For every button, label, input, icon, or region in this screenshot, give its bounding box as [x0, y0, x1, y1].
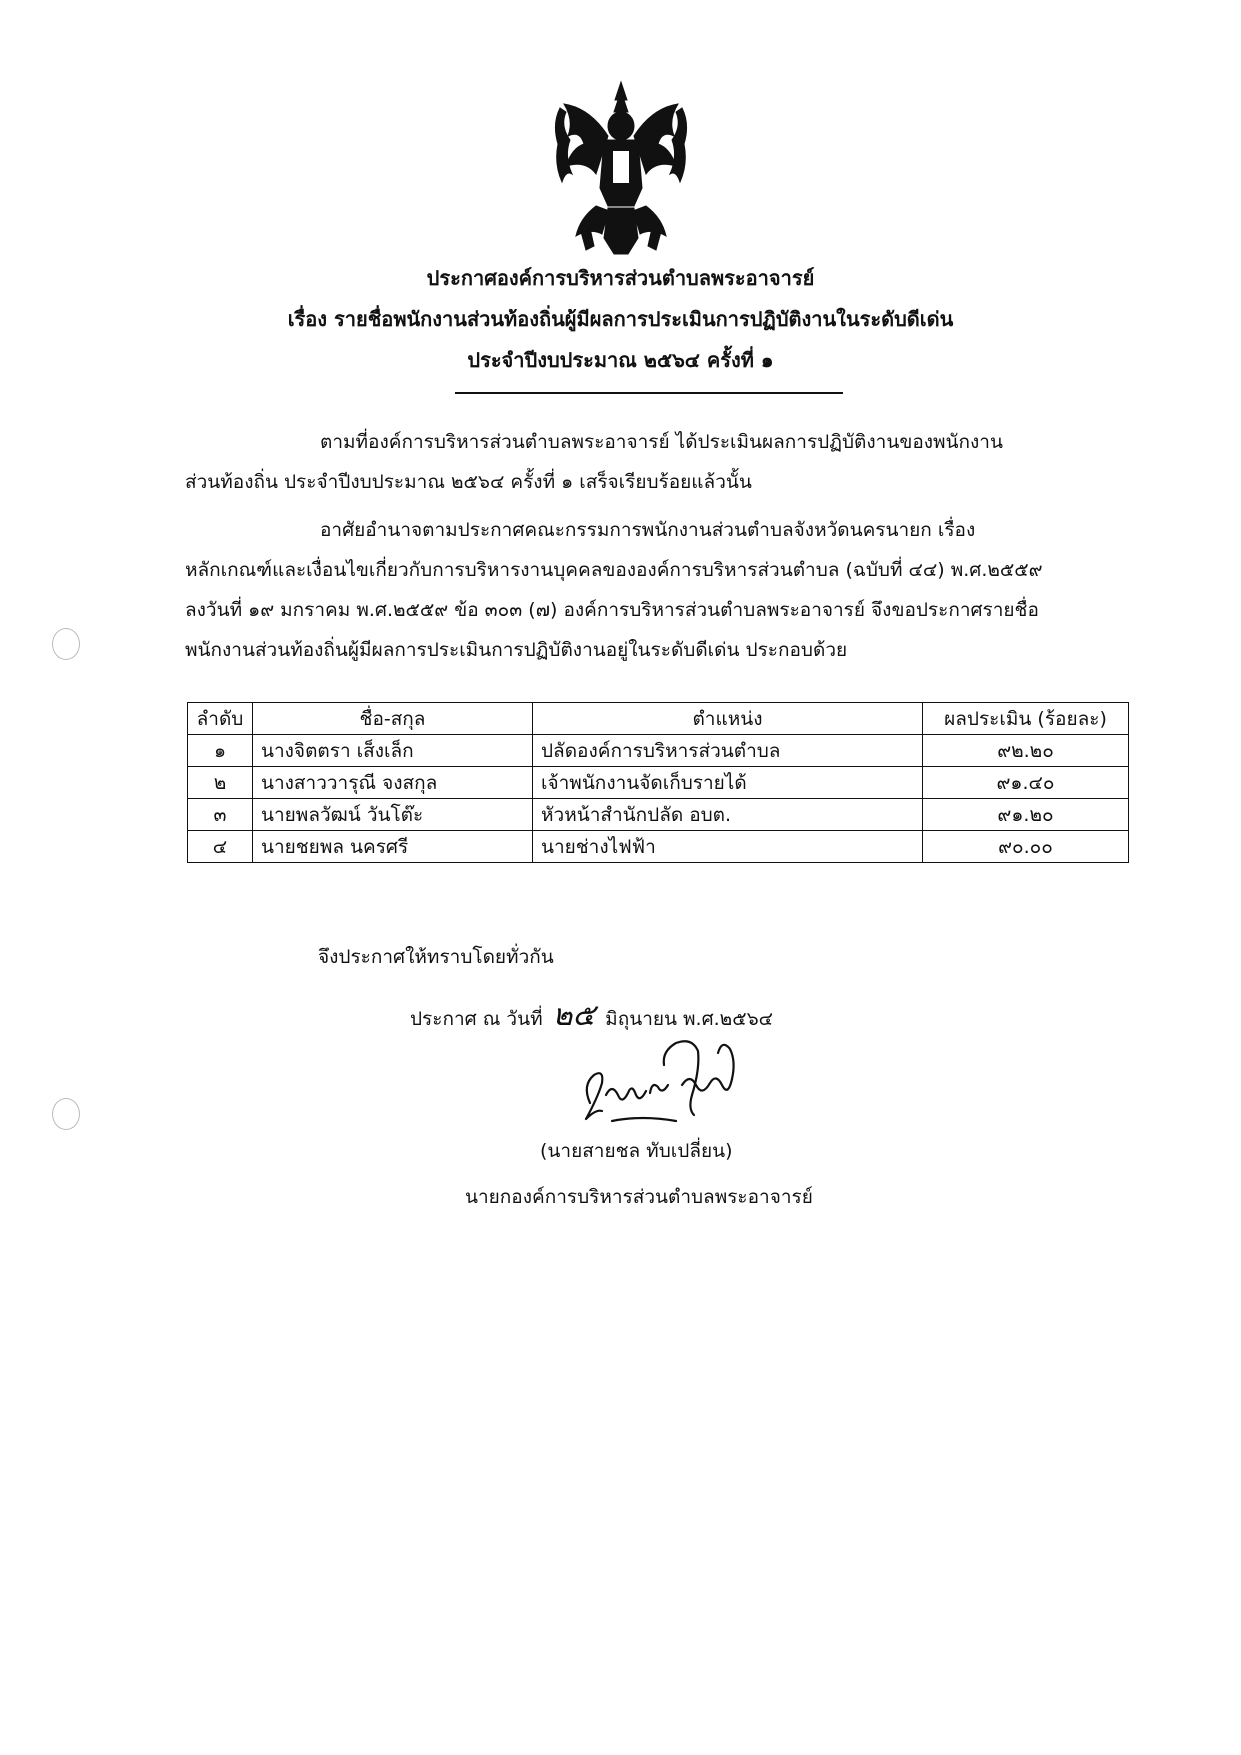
score-cell: ๙๑.๔๐ [923, 767, 1129, 799]
position-cell: ปลัดองค์การบริหารส่วนตำบล [533, 735, 923, 767]
paragraph-line: พนักงานส่วนท้องถิ่นผู้มีผลการประเมินการปฏิบัติงานอยู่ในระดับดีเด่น ประกอบด้วย [185, 639, 848, 661]
table-row [188, 799, 1129, 831]
date-day-handwritten: ๒๕ [552, 998, 596, 1033]
score-cell: ๙๒.๒๐ [923, 735, 1129, 767]
binder-hole-mark [52, 1098, 80, 1130]
binder-hole-mark [52, 628, 80, 660]
order-cell: ๔ [188, 831, 253, 863]
paragraph-authority [185, 510, 1115, 670]
table-row [188, 831, 1129, 863]
closing-statement: จึงประกาศให้ทราบโดยทั่วกัน [318, 946, 554, 968]
paragraph-line: ลงวันที่ ๑๙ มกราคม พ.ศ.๒๕๕๙ ข้อ ๓๐๓ (๗) องค์การบริหารส่วนตำบลพระอาจารย์ จึงขอประกาศรายชื่อ [185, 599, 1039, 621]
column-header-score: ผลประเมิน (ร้อยละ) [923, 703, 1129, 735]
signer-name: (นายสายชล ทับเปลี่ยน) [540, 1140, 733, 1162]
announcement-fiscal-year: ประจำปีงบประมาณ ๒๕๖๔ ครั้งที่ ๑ [467, 348, 774, 372]
table-header-row [188, 703, 1129, 735]
position-cell: นายช่างไฟฟ้า [533, 831, 923, 863]
name-cell: นางสาววารุณี จงสกุล [253, 767, 533, 799]
name-cell: นายชยพล นครศรี [253, 831, 533, 863]
announcement-title: ประกาศองค์การบริหารส่วนตำบลพระอาจารย์ [426, 266, 815, 290]
name-cell: นายพลวัฒน์ วันโต๊ะ [253, 799, 533, 831]
announcement-subject: เรื่อง รายชื่อพนักงานส่วนท้องถิ่นผู้มีผลการประเมินการปฏิบัติงานในระดับดีเด่น [287, 307, 954, 331]
paragraph-line: อาศัยอำนาจตามประกาศคณะกรรมการพนักงานส่วนตำบลจังหวัดนครนายก เรื่อง [320, 519, 976, 541]
position-cell: หัวหน้าสำนักปลัด อบต. [533, 799, 923, 831]
date-month-year: มิถุนายน พ.ศ.๒๕๖๔ [605, 1008, 774, 1030]
name-cell: นางจิตตรา เส็งเล็ก [253, 735, 533, 767]
column-header-position: ตำแหน่ง [533, 703, 923, 735]
date-prefix: ประกาศ ณ วันที่ [410, 1008, 543, 1030]
score-cell: ๙๑.๒๐ [923, 799, 1129, 831]
table-row [188, 767, 1129, 799]
paragraph-intro [185, 422, 1115, 502]
garuda-emblem-icon [550, 78, 692, 258]
position-cell: เจ้าพนักงานจัดเก็บรายได้ [533, 767, 923, 799]
paragraph-line: ตามที่องค์การบริหารส่วนตำบลพระอาจารย์ ได้ประเมินผลการปฏิบัติงานของพนักงาน [320, 431, 1003, 453]
column-header-name: ชื่อ-สกุล [253, 703, 533, 735]
order-cell: ๒ [188, 767, 253, 799]
column-header-order: ลำดับ [188, 703, 253, 735]
header-divider [455, 392, 843, 394]
evaluation-results-table [187, 702, 1129, 863]
order-cell: ๑ [188, 735, 253, 767]
order-cell: ๓ [188, 799, 253, 831]
paragraph-line: หลักเกณฑ์และเงื่อนไขเกี่ยวกับการบริหารงานบุคคลขององค์การบริหารส่วนตำบล (ฉบับที่ ๔๔) พ.ศ.๒๕๕๙ [185, 559, 1043, 581]
score-cell: ๙๐.๐๐ [923, 831, 1129, 863]
paragraph-line: ส่วนท้องถิ่น ประจำปีงบประมาณ ๒๕๖๔ ครั้งที่ ๑ เสร็จเรียบร้อยแล้วนั้น [185, 471, 752, 493]
table-row [188, 735, 1129, 767]
handwritten-signature [572, 1025, 772, 1135]
signer-title: นายกองค์การบริหารส่วนตำบลพระอาจารย์ [465, 1186, 813, 1208]
